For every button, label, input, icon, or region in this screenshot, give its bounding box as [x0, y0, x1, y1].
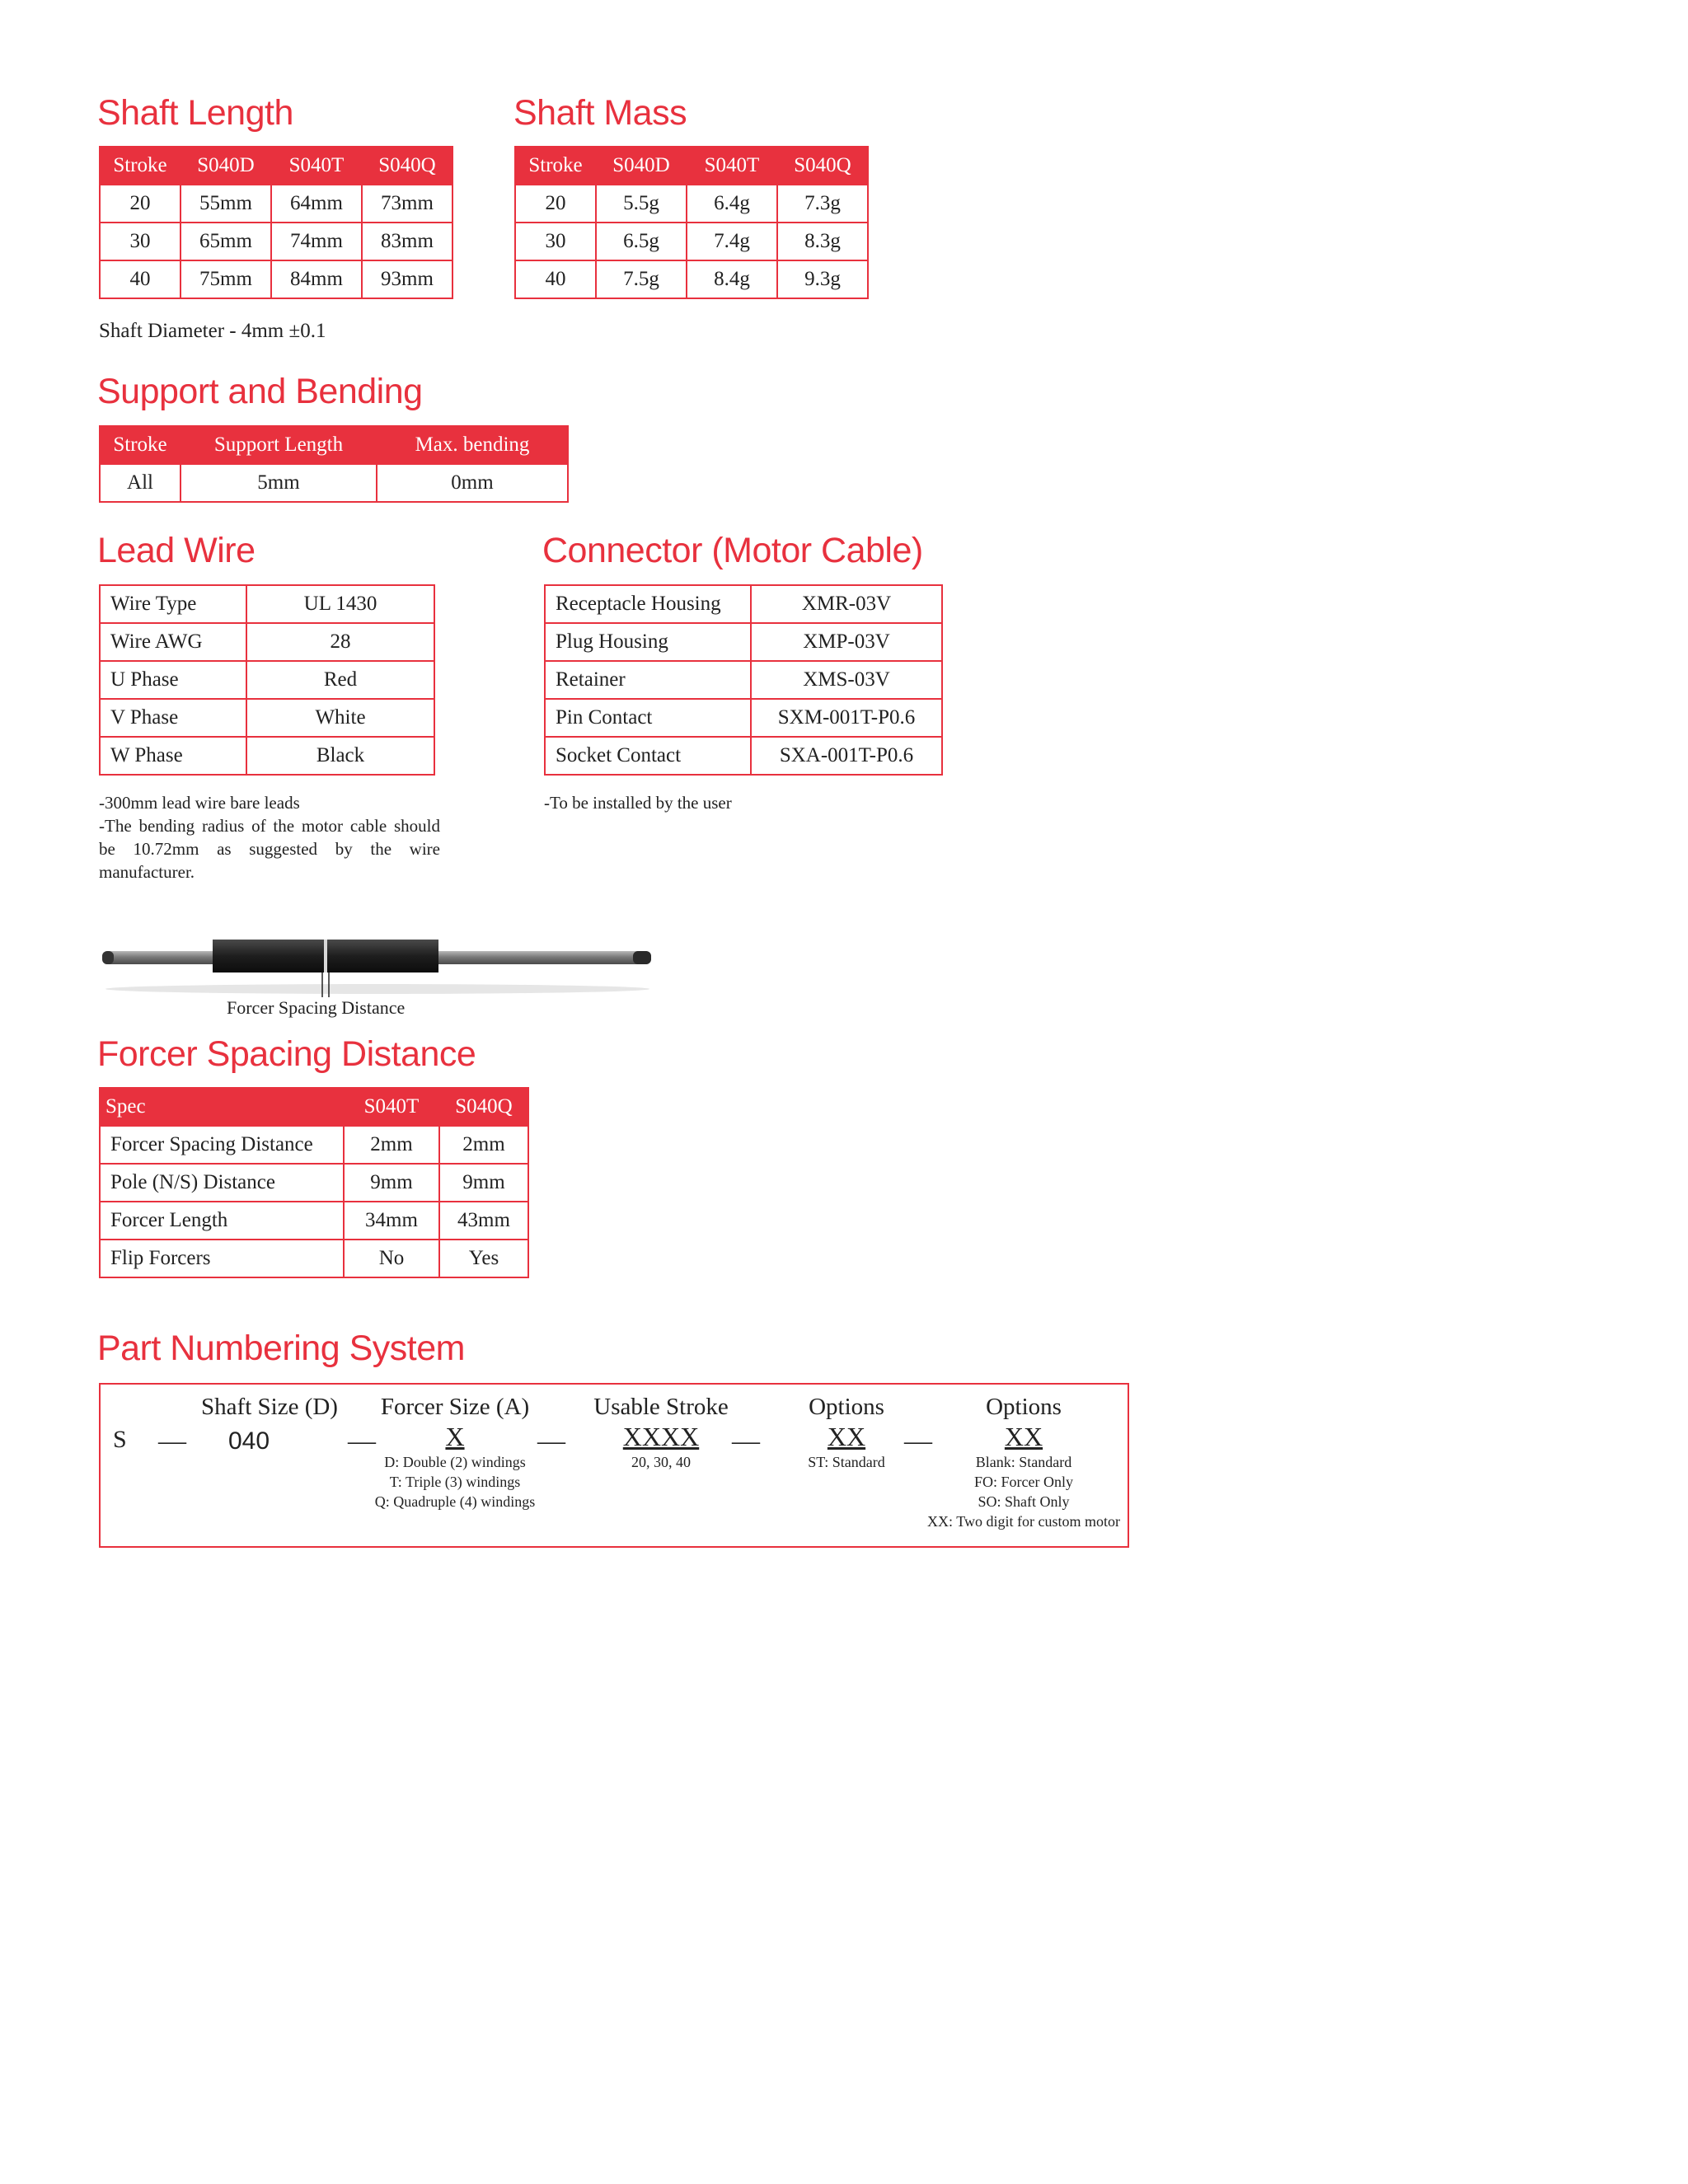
lead-wire-table — [99, 584, 435, 776]
table-header: S040Q — [777, 147, 868, 185]
table-cell: 9.3g — [777, 260, 868, 298]
table-cell: SXA-001T-P0.6 — [751, 737, 942, 775]
field-desc: ST: Standard — [808, 1454, 885, 1470]
table-cell: 28 — [246, 623, 434, 661]
table-row — [515, 223, 868, 260]
table-row — [515, 185, 868, 223]
field-desc: XX: Two digit for custom motor — [927, 1513, 1120, 1530]
table-cell: UL 1430 — [246, 585, 434, 623]
shaft-size-value: 040 — [228, 1427, 270, 1455]
table-cell: Wire AWG — [100, 623, 246, 661]
field-desc: FO: Forcer Only — [974, 1474, 1073, 1490]
field-desc: D: Double (2) windings — [384, 1454, 526, 1470]
shaft-mass-table — [514, 146, 869, 299]
table-cell: 83mm — [362, 223, 452, 260]
table-cell: U Phase — [100, 661, 246, 699]
shaft-diameter-note: Shaft Diameter - 4mm ±0.1 — [99, 320, 326, 342]
support-bending-table — [99, 425, 569, 503]
table-cell: 2mm — [439, 1126, 528, 1164]
field-desc: Q: Quadruple (4) windings — [374, 1493, 536, 1510]
table-cell: Socket Contact — [545, 737, 751, 775]
field-shaft-size — [183, 1393, 356, 1421]
connector-heading: Connector (Motor Cable) — [542, 531, 923, 570]
table-row — [545, 661, 942, 699]
table-cell: XMS-03V — [751, 661, 942, 699]
table-header: Support Length — [181, 426, 377, 464]
table-header: Stroke — [100, 426, 181, 464]
table-cell: XMP-03V — [751, 623, 942, 661]
table-cell: 30 — [515, 223, 596, 260]
table-row — [545, 699, 942, 737]
table-cell: 64mm — [271, 185, 362, 223]
table-cell: Forcer Spacing Distance — [100, 1126, 344, 1164]
table-cell: Retainer — [545, 661, 751, 699]
table-header: S040D — [181, 147, 271, 185]
table-cell: All — [100, 464, 181, 502]
separator-dash: — — [348, 1426, 376, 1456]
field-desc: SO: Shaft Only — [978, 1493, 1070, 1510]
shaft-mass-heading: Shaft Mass — [513, 93, 687, 133]
table-header: S040T — [271, 147, 362, 185]
table-cell: 73mm — [362, 185, 452, 223]
field-options-2 — [925, 1393, 1123, 1531]
table-cell: 74mm — [271, 223, 362, 260]
table-cell: 8.3g — [777, 223, 868, 260]
table-cell: XMR-03V — [751, 585, 942, 623]
table-row — [100, 1240, 528, 1277]
table-cell: 34mm — [344, 1202, 439, 1240]
table-row — [545, 623, 942, 661]
table-cell: 93mm — [362, 260, 452, 298]
table-cell: 8.4g — [687, 260, 777, 298]
separator-dash: — — [537, 1426, 565, 1456]
table-cell: 5mm — [181, 464, 377, 502]
table-row — [100, 661, 434, 699]
table-header: S040T — [687, 147, 777, 185]
table-cell: Red — [246, 661, 434, 699]
shaft-length-table — [99, 146, 453, 299]
table-cell: SXM-001T-P0.6 — [751, 699, 942, 737]
table-cell: 75mm — [181, 260, 271, 298]
field-desc: 20, 30, 40 — [631, 1454, 691, 1470]
shaft-image-caption: Forcer Spacing Distance — [227, 997, 406, 1018]
field-code: XXXX — [622, 1422, 700, 1451]
table-cell: Receptacle Housing — [545, 585, 751, 623]
support-bending-heading: Support and Bending — [97, 372, 423, 411]
table-cell: 43mm — [439, 1202, 528, 1240]
field-title: Options — [809, 1394, 884, 1420]
forcer-spacing-heading: Forcer Spacing Distance — [97, 1034, 476, 1074]
table-cell: Wire Type — [100, 585, 246, 623]
table-header: S040T — [344, 1088, 439, 1126]
field-options-1 — [776, 1393, 917, 1472]
table-row — [545, 585, 942, 623]
table-cell: Black — [246, 737, 434, 775]
table-cell: 20 — [100, 185, 181, 223]
table-cell: Yes — [439, 1240, 528, 1277]
table-cell: 7.4g — [687, 223, 777, 260]
table-header: Spec — [100, 1088, 344, 1126]
table-cell: 84mm — [271, 260, 362, 298]
table-cell: 30 — [100, 223, 181, 260]
table-cell: 2mm — [344, 1126, 439, 1164]
table-header: Stroke — [515, 147, 596, 185]
table-cell: 20 — [515, 185, 596, 223]
table-cell: 65mm — [181, 223, 271, 260]
table-row — [545, 737, 942, 775]
part-numbering-heading: Part Numbering System — [97, 1329, 465, 1368]
table-cell: 40 — [515, 260, 596, 298]
table-cell: Forcer Length — [100, 1202, 344, 1240]
part-prefix: S — [113, 1426, 127, 1453]
table-cell: 7.5g — [596, 260, 687, 298]
separator-dash: — — [158, 1426, 186, 1456]
table-cell: White — [246, 699, 434, 737]
connector-note: -To be installed by the user — [544, 793, 732, 813]
shaft-length-heading: Shaft Length — [97, 93, 293, 133]
field-title: Usable Stroke — [593, 1394, 729, 1420]
separator-dash: — — [732, 1426, 760, 1456]
table-row — [100, 1202, 528, 1240]
table-header: Max. bending — [377, 426, 568, 464]
table-cell: 9mm — [344, 1164, 439, 1202]
lead-wire-note-2: -The bending radius of the motor cable should be 10.72mm as suggested by the wire manufacturer. — [99, 816, 440, 882]
lead-wire-heading: Lead Wire — [97, 531, 256, 570]
table-cell: 9mm — [439, 1164, 528, 1202]
table-row — [100, 223, 452, 260]
table-cell: Pole (N/S) Distance — [100, 1164, 344, 1202]
table-row — [100, 737, 434, 775]
lead-wire-note-1: -300mm lead wire bare leads — [99, 793, 300, 813]
separator-dash: — — [904, 1426, 932, 1456]
table-row — [100, 1126, 528, 1164]
table-header: Stroke — [100, 147, 181, 185]
table-cell: 40 — [100, 260, 181, 298]
table-row — [100, 623, 434, 661]
table-header: S040Q — [362, 147, 452, 185]
table-cell: Pin Contact — [545, 699, 751, 737]
table-header: S040Q — [439, 1088, 528, 1126]
table-cell: 55mm — [181, 185, 271, 223]
field-title: Forcer Size (A) — [380, 1394, 530, 1420]
table-cell: Flip Forcers — [100, 1240, 344, 1277]
table-cell: 5.5g — [596, 185, 687, 223]
table-cell: W Phase — [100, 737, 246, 775]
field-code: X — [445, 1422, 465, 1451]
forcer-spacing-table — [99, 1087, 529, 1278]
table-row — [515, 260, 868, 298]
table-header: S040D — [596, 147, 687, 185]
field-desc: T: Triple (3) windings — [389, 1474, 521, 1490]
field-forcer-size — [348, 1393, 562, 1511]
part-numbering-box — [99, 1383, 1129, 1548]
table-row — [100, 585, 434, 623]
table-cell: 7.3g — [777, 185, 868, 223]
connector-table — [544, 584, 943, 776]
table-cell: 6.4g — [687, 185, 777, 223]
field-code: XX — [1004, 1422, 1043, 1451]
table-cell: 0mm — [377, 464, 568, 502]
table-row — [100, 260, 452, 298]
field-usable-stroke — [570, 1393, 752, 1472]
table-row — [100, 185, 452, 223]
table-cell: Plug Housing — [545, 623, 751, 661]
field-desc: Blank: Standard — [975, 1454, 1072, 1470]
table-row — [100, 1164, 528, 1202]
field-code: XX — [827, 1422, 866, 1451]
table-row — [100, 464, 568, 502]
table-cell: No — [344, 1240, 439, 1277]
table-row — [100, 699, 434, 737]
table-cell: 6.5g — [596, 223, 687, 260]
table-cell: V Phase — [100, 699, 246, 737]
field-title: Shaft Size (D) — [201, 1394, 338, 1420]
field-title: Options — [986, 1394, 1062, 1420]
